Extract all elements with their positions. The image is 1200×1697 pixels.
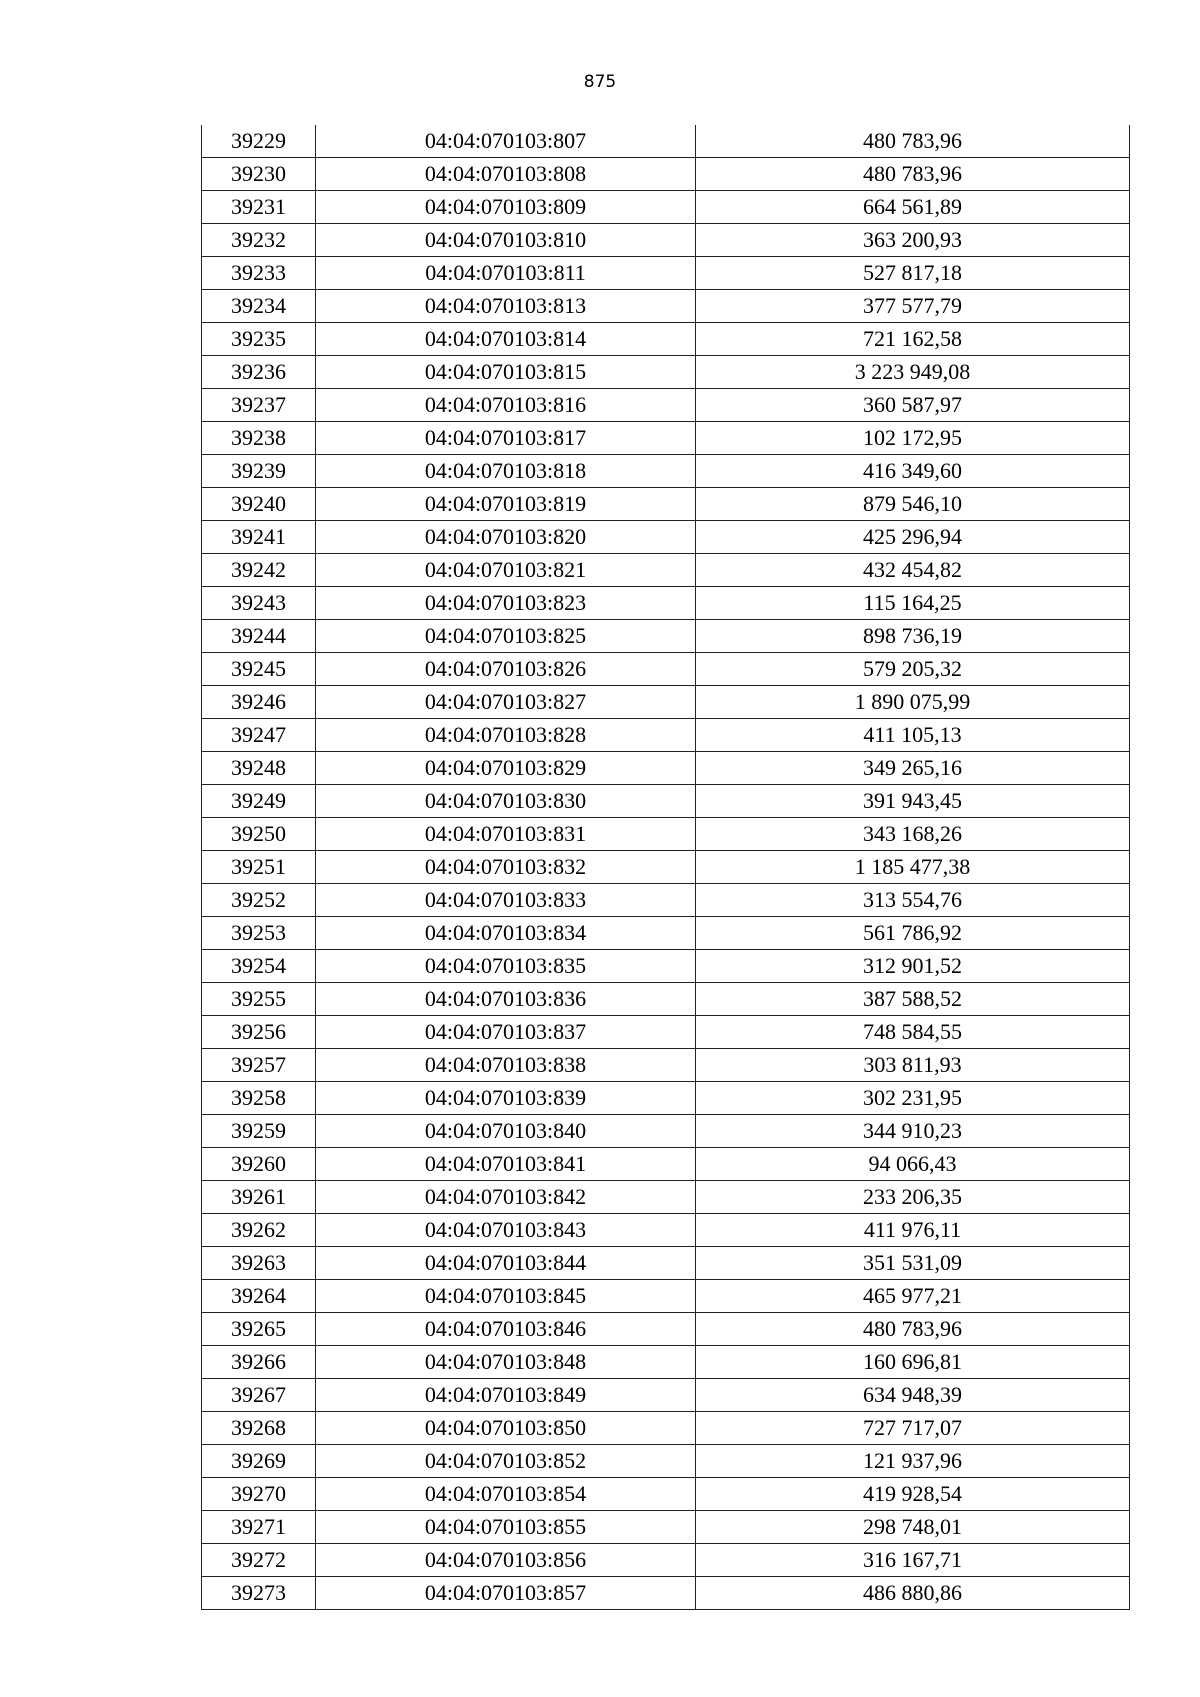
row-number-cell: 39266 [202,1346,316,1379]
cadastral-number-cell: 04:04:070103:823 [316,587,696,620]
row-number-cell: 39272 [202,1544,316,1577]
cadastral-value-cell: 121 937,96 [696,1445,1130,1478]
cadastral-number-cell: 04:04:070103:854 [316,1478,696,1511]
row-number-cell: 39249 [202,785,316,818]
row-number-cell: 39270 [202,1478,316,1511]
table-row [202,620,1130,653]
cadastral-number-cell: 04:04:070103:809 [316,191,696,224]
cadastral-value-cell: 727 717,07 [696,1412,1130,1445]
table-row [202,1181,1130,1214]
cadastral-value-cell: 721 162,58 [696,323,1130,356]
row-number-cell: 39244 [202,620,316,653]
cadastral-number-cell: 04:04:070103:814 [316,323,696,356]
cadastral-number-cell: 04:04:070103:816 [316,389,696,422]
table-row [202,686,1130,719]
cadastral-number-cell: 04:04:070103:825 [316,620,696,653]
cadastral-value-cell: 664 561,89 [696,191,1130,224]
row-number-cell: 39258 [202,1082,316,1115]
cadastral-value-cell: 115 164,25 [696,587,1130,620]
table-row [202,917,1130,950]
table-row [202,455,1130,488]
cadastral-value-cell: 349 265,16 [696,752,1130,785]
cadastral-value-cell: 898 736,19 [696,620,1130,653]
row-number-cell: 39259 [202,1115,316,1148]
cadastral-value-cell: 480 783,96 [696,125,1130,158]
table-row [202,1511,1130,1544]
cadastral-number-cell: 04:04:070103:845 [316,1280,696,1313]
row-number-cell: 39241 [202,521,316,554]
cadastral-number-cell: 04:04:070103:828 [316,719,696,752]
table-row [202,1214,1130,1247]
cadastral-number-cell: 04:04:070103:849 [316,1379,696,1412]
row-number-cell: 39232 [202,224,316,257]
table-row [202,719,1130,752]
row-number-cell: 39242 [202,554,316,587]
table-body [202,125,1130,1610]
cadastral-number-cell: 04:04:070103:829 [316,752,696,785]
table-row [202,785,1130,818]
cadastral-number-cell: 04:04:070103:837 [316,1016,696,1049]
cadastral-number-cell: 04:04:070103:846 [316,1313,696,1346]
table-row [202,257,1130,290]
cadastral-number-cell: 04:04:070103:832 [316,851,696,884]
table-row [202,1577,1130,1610]
cadastral-number-cell: 04:04:070103:857 [316,1577,696,1610]
cadastral-value-cell: 3 223 949,08 [696,356,1130,389]
table-row [202,884,1130,917]
table-row [202,752,1130,785]
page-number: 875 [583,72,617,92]
cadastral-value-cell: 363 200,93 [696,224,1130,257]
cadastral-number-cell: 04:04:070103:819 [316,488,696,521]
table-row [202,158,1130,191]
table-row [202,422,1130,455]
cadastral-value-cell: 480 783,96 [696,158,1130,191]
row-number-cell: 39238 [202,422,316,455]
table-row [202,1115,1130,1148]
table-row [202,983,1130,1016]
cadastral-value-cell: 561 786,92 [696,917,1130,950]
cadastral-number-cell: 04:04:070103:844 [316,1247,696,1280]
row-number-cell: 39245 [202,653,316,686]
cadastral-value-cell: 748 584,55 [696,1016,1130,1049]
table-row [202,1478,1130,1511]
cadastral-value-cell: 343 168,26 [696,818,1130,851]
cadastral-value-cell: 425 296,94 [696,521,1130,554]
cadastral-value-cell: 416 349,60 [696,455,1130,488]
cadastral-number-cell: 04:04:070103:852 [316,1445,696,1478]
cadastral-number-cell: 04:04:070103:808 [316,158,696,191]
cadastral-value-cell: 432 454,82 [696,554,1130,587]
table-row [202,224,1130,257]
table-row [202,323,1130,356]
cadastral-value-cell: 298 748,01 [696,1511,1130,1544]
cadastral-value-cell: 391 943,45 [696,785,1130,818]
cadastral-number-cell: 04:04:070103:813 [316,290,696,323]
cadastral-number-cell: 04:04:070103:850 [316,1412,696,1445]
row-number-cell: 39268 [202,1412,316,1445]
cadastral-number-cell: 04:04:070103:843 [316,1214,696,1247]
row-number-cell: 39273 [202,1577,316,1610]
row-number-cell: 39235 [202,323,316,356]
cadastral-value-cell: 480 783,96 [696,1313,1130,1346]
cadastral-number-cell: 04:04:070103:840 [316,1115,696,1148]
table-row [202,356,1130,389]
cadastral-value-cell: 411 976,11 [696,1214,1130,1247]
row-number-cell: 39257 [202,1049,316,1082]
table-row [202,851,1130,884]
cadastral-value-cell: 879 546,10 [696,488,1130,521]
table-row [202,125,1130,158]
cadastral-number-cell: 04:04:070103:817 [316,422,696,455]
table-row [202,1313,1130,1346]
row-number-cell: 39246 [202,686,316,719]
row-number-cell: 39243 [202,587,316,620]
row-number-cell: 39264 [202,1280,316,1313]
row-number-cell: 39233 [202,257,316,290]
cadastral-number-cell: 04:04:070103:838 [316,1049,696,1082]
table-row [202,1247,1130,1280]
cadastral-number-cell: 04:04:070103:807 [316,125,696,158]
row-number-cell: 39254 [202,950,316,983]
cadastral-number-cell: 04:04:070103:839 [316,1082,696,1115]
row-number-cell: 39260 [202,1148,316,1181]
cadastral-value-table [201,125,1130,1610]
cadastral-value-cell: 360 587,97 [696,389,1130,422]
cadastral-value-cell: 527 817,18 [696,257,1130,290]
table-row [202,1016,1130,1049]
row-number-cell: 39256 [202,1016,316,1049]
cadastral-number-cell: 04:04:070103:810 [316,224,696,257]
row-number-cell: 39234 [202,290,316,323]
table-row [202,1346,1130,1379]
cadastral-value-cell: 316 167,71 [696,1544,1130,1577]
row-number-cell: 39262 [202,1214,316,1247]
row-number-cell: 39248 [202,752,316,785]
cadastral-value-cell: 303 811,93 [696,1049,1130,1082]
cadastral-value-cell: 102 172,95 [696,422,1130,455]
cadastral-value-cell: 579 205,32 [696,653,1130,686]
cadastral-number-cell: 04:04:070103:836 [316,983,696,1016]
cadastral-value-cell: 377 577,79 [696,290,1130,323]
cadastral-number-cell: 04:04:070103:815 [316,356,696,389]
row-number-cell: 39271 [202,1511,316,1544]
row-number-cell: 39267 [202,1379,316,1412]
cadastral-value-cell: 486 880,86 [696,1577,1130,1610]
row-number-cell: 39255 [202,983,316,1016]
cadastral-number-cell: 04:04:070103:831 [316,818,696,851]
row-number-cell: 39250 [202,818,316,851]
cadastral-value-cell: 313 554,76 [696,884,1130,917]
row-number-cell: 39240 [202,488,316,521]
cadastral-number-cell: 04:04:070103:848 [316,1346,696,1379]
cadastral-value-cell: 465 977,21 [696,1280,1130,1313]
cadastral-number-cell: 04:04:070103:820 [316,521,696,554]
row-number-cell: 39239 [202,455,316,488]
table-row [202,1280,1130,1313]
row-number-cell: 39229 [202,125,316,158]
cadastral-value-cell: 419 928,54 [696,1478,1130,1511]
cadastral-value-cell: 387 588,52 [696,983,1130,1016]
row-number-cell: 39252 [202,884,316,917]
row-number-cell: 39253 [202,917,316,950]
table-row [202,1148,1130,1181]
table-row [202,1082,1130,1115]
cadastral-value-cell: 312 901,52 [696,950,1130,983]
table-row [202,1379,1130,1412]
table-row [202,389,1130,422]
table-row [202,1049,1130,1082]
cadastral-value-cell: 160 696,81 [696,1346,1130,1379]
cadastral-value-cell: 302 231,95 [696,1082,1130,1115]
row-number-cell: 39265 [202,1313,316,1346]
table-row [202,1412,1130,1445]
row-number-cell: 39263 [202,1247,316,1280]
table-row [202,587,1130,620]
cadastral-value-cell: 94 066,43 [696,1148,1130,1181]
cadastral-value-cell: 1 185 477,38 [696,851,1130,884]
cadastral-number-cell: 04:04:070103:827 [316,686,696,719]
table-row [202,554,1130,587]
cadastral-number-cell: 04:04:070103:842 [316,1181,696,1214]
table-row [202,290,1130,323]
row-number-cell: 39261 [202,1181,316,1214]
table-row [202,653,1130,686]
row-number-cell: 39251 [202,851,316,884]
cadastral-number-cell: 04:04:070103:856 [316,1544,696,1577]
cadastral-value-cell: 233 206,35 [696,1181,1130,1214]
cadastral-value-cell: 411 105,13 [696,719,1130,752]
cadastral-number-cell: 04:04:070103:834 [316,917,696,950]
table-row [202,521,1130,554]
cadastral-number-cell: 04:04:070103:818 [316,455,696,488]
table-row [202,818,1130,851]
cadastral-number-cell: 04:04:070103:821 [316,554,696,587]
cadastral-number-cell: 04:04:070103:855 [316,1511,696,1544]
table-row [202,488,1130,521]
table-row [202,1544,1130,1577]
cadastral-number-cell: 04:04:070103:830 [316,785,696,818]
row-number-cell: 39236 [202,356,316,389]
cadastral-value-cell: 634 948,39 [696,1379,1130,1412]
cadastral-number-cell: 04:04:070103:826 [316,653,696,686]
row-number-cell: 39247 [202,719,316,752]
cadastral-value-cell: 344 910,23 [696,1115,1130,1148]
row-number-cell: 39269 [202,1445,316,1478]
row-number-cell: 39230 [202,158,316,191]
table-row [202,1445,1130,1478]
cadastral-number-cell: 04:04:070103:811 [316,257,696,290]
cadastral-number-cell: 04:04:070103:835 [316,950,696,983]
cadastral-value-cell: 1 890 075,99 [696,686,1130,719]
table-row [202,950,1130,983]
cadastral-number-cell: 04:04:070103:841 [316,1148,696,1181]
cadastral-number-cell: 04:04:070103:833 [316,884,696,917]
row-number-cell: 39231 [202,191,316,224]
cadastral-value-cell: 351 531,09 [696,1247,1130,1280]
table-row [202,191,1130,224]
row-number-cell: 39237 [202,389,316,422]
